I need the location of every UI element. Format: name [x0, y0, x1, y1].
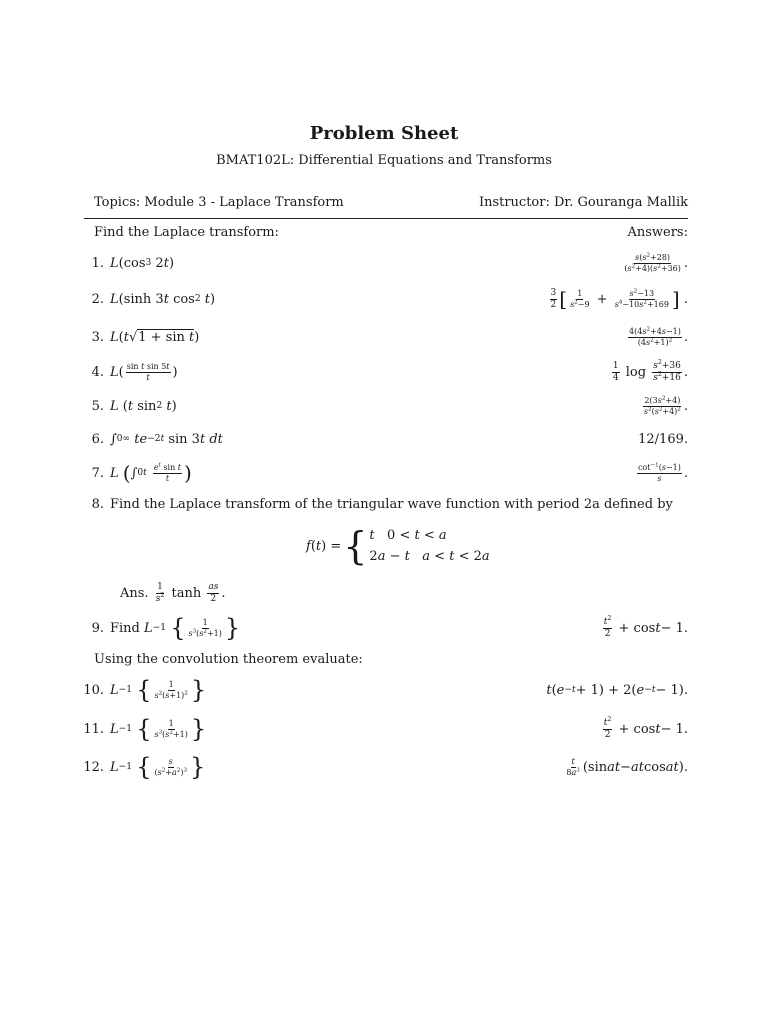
header-divider — [84, 218, 688, 219]
problem-answer: $\frac{t}{8a^3}$ (sin at − at cos at ). — [566, 756, 688, 777]
answers-heading: Answers: — [627, 225, 688, 240]
problem-number: 11. — [83, 721, 104, 737]
problem-12 — [80, 752, 688, 782]
problem-number: 9. — [91, 620, 104, 636]
problem-number: 4. — [91, 364, 104, 380]
problem-expression: L ( ∫ 0 t $\frac{e^t \sin t}{t}$ ) — [110, 461, 192, 485]
problem-answer: $\frac{3}{2}$ [ $\frac{1}{s^2-9}$ + $\frac{s^2-13}{s^4-10s^2+169}$ ] . — [550, 287, 688, 311]
problem-number: 3. — [91, 329, 104, 345]
problem-expression: L −1 { $\frac{s}{(s^2+a^2)^3}$ } — [110, 753, 206, 781]
problem-answer: $\frac{4(4s^2+4s-1)}{(4s^2+1)^2}$ . — [629, 325, 688, 347]
instructor-label: Instructor: Dr. Gouranga Mallik — [478, 195, 688, 210]
problem-7 — [80, 458, 688, 488]
problem-number: 2. — [91, 291, 104, 307]
answer-label: Ans. — [120, 585, 149, 601]
problem-answer: $\frac{s(s^2+28)}{(s^2+4)(s^2+36)}$ . — [624, 251, 688, 273]
problem-answer: t ( e −t + 1) + 2( e −t − 1). — [546, 682, 688, 698]
problem-1 — [80, 248, 688, 278]
problem-number: 7. — [91, 465, 104, 481]
problem-8-answer: Ans. $\frac{1}{s^2}$ tanh $\frac{as}{2}$ . — [120, 581, 226, 604]
topics-label: Topics: Module 3 - Laplace Transform — [94, 195, 344, 210]
problem-expression: ∫ 0 ∞ te −2t sin 3 t dt — [110, 431, 223, 447]
problem-number: 10. — [83, 682, 104, 698]
course-subtitle: BMAT102L: Differential Equations and Transforms — [216, 153, 552, 168]
problem-expression: L −1 { $\frac{1}{s^3(s^2+1)}$ } — [110, 715, 207, 743]
problem-expression: Find L −1 { $\frac{1}{s^3(s^2+1)}$ } — [110, 614, 241, 642]
problem-expression: L ( t sin 2 t ) — [110, 398, 177, 414]
intro-text: Find the Laplace transform: — [94, 225, 279, 240]
problem-number: 8. — [91, 496, 104, 512]
problem-expression: L ( t √ 1 + sin t ) — [110, 329, 200, 345]
problem-10 — [80, 675, 688, 705]
problem-answer: $\frac{t^2}{2}$ + cos t − 1. — [603, 614, 688, 639]
problem-expression: L ( $\frac{\text{sin t sin 5t}}{t}$ ) — [110, 361, 178, 382]
problem-answer: $\frac{t^2}{2}$ + cos t − 1. — [603, 715, 688, 740]
problem-number: 1. — [91, 255, 104, 271]
page-title: Problem Sheet — [309, 123, 459, 144]
piecewise-definition: f(t) = { t 0 < t < a 2a − t a < t < 2a — [306, 524, 490, 568]
problem-answer: 12/169. — [638, 431, 688, 447]
problem-5 — [80, 391, 688, 421]
find-label: Find — [110, 620, 140, 636]
problem-answer: $\frac{2(3s^2+4)}{s^2(s^2+4)^2}$ . — [643, 394, 688, 416]
problem-expression: L −1 { $\frac{1}{s^2(s+1)^2}$ } — [110, 676, 207, 704]
problem-2 — [80, 284, 688, 314]
problem-number: 5. — [91, 398, 104, 414]
problem-4 — [80, 357, 688, 387]
problem-expression: L (sinh 3 t cos 2 t ) — [110, 291, 216, 307]
problem-number: 6. — [91, 431, 104, 447]
problem-11 — [80, 714, 688, 744]
problem-answer: $\frac{\cot^{-1}(s-1)}{s}$ . — [637, 461, 688, 483]
problem-3 — [80, 322, 688, 352]
problem-6 — [80, 424, 688, 454]
problem-number: 12. — [83, 759, 104, 775]
problem-8 — [80, 489, 688, 519]
problem-answer: $\frac{1}{4}$ log $\frac{s^2+36}{s^2+16}$ . — [612, 358, 688, 383]
convolution-instruction: Using the convolution theorem evaluate: — [94, 652, 363, 667]
problem-text: Find the Laplace transform of the triangular wave function with period 2a defined by — [110, 496, 673, 512]
problem-expression: L (cos 3 2 t ) — [110, 255, 175, 271]
problem-9 — [80, 613, 688, 643]
